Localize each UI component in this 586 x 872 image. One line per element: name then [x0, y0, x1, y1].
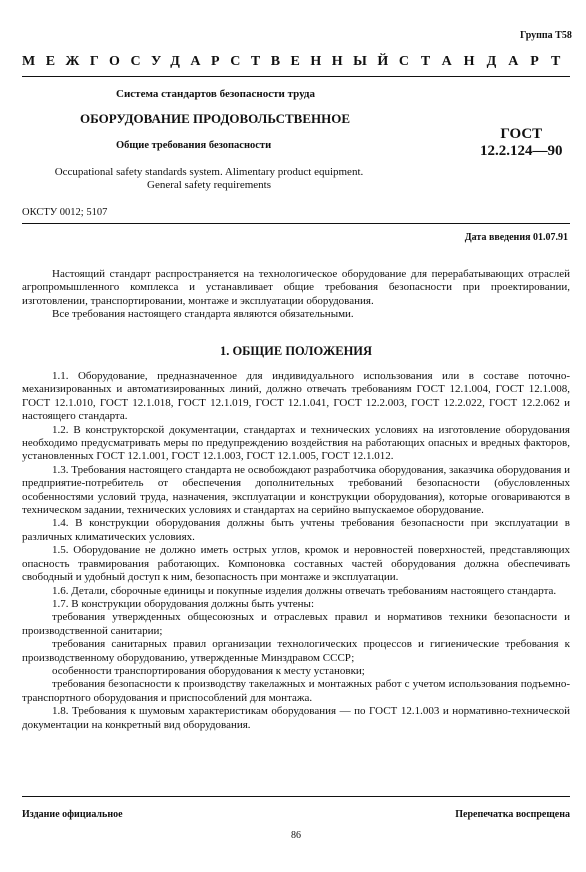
english-title: [44, 166, 374, 192]
section-body: [22, 370, 570, 732]
clause-1-1: 1.1. Оборудование, предназначенное для индивидуального использования или в составе поточно-механизированных и автоматизированных линий, должно отвечать требованиям ГОСТ 12.1.004, ГОСТ 12.1.008, ГОСТ 12.1.010, ГОСТ 12.1.018, ГОСТ 12.1.019, ГОСТ 12.1.041, ГОСТ 12.2.003, ГОСТ 12.2.022, ГОСТ 12.2.062 и настоящего стандарта.: [22, 370, 570, 423]
clause-1-7-item: требования безопасности к производству такелажных и монтажных работ с учетом использования подъемно-транспортного оборудования и приспособлений для монтажа.: [22, 678, 570, 704]
clause-1-3: 1.3. Требования настоящего стандарта не освобождают разработчика оборудования, заказчика оборудования и предприятие-потребитель от обеспечения дополнительных требований безопасности (обусловленных особенностями условий труда, назначения, эксплуатации и конструкции оборудования), которые оговариваются в техническом задании, технических условиях и стандартах на серийно выпускаемое оборудование.: [22, 463, 570, 517]
header-rule: [22, 76, 570, 77]
gost-code: 12.2.124—90: [480, 143, 563, 159]
gost-number: [480, 126, 563, 160]
clause-1-4: 1.4. В конструкции оборудования должны быть учтены требования безопасности при эксплуатации в различных климатических условиях.: [22, 517, 570, 543]
clause-1-7-item: особенности транспортирования оборудования к месту установки;: [52, 664, 365, 677]
title-rule: [22, 223, 570, 224]
english-title-line1: Occupational safety standards system. Alimentary product equipment.: [54, 166, 364, 178]
banner-right: СТАНДАРТ: [398, 54, 573, 69]
footer-rule: [22, 796, 570, 797]
intro-paragraph: Настоящий стандарт распространяется на технологическое оборудование для перерабатывающих отраслей агропромышленного комплекса и устанавливает общие требования безопасности при проектировании, изготовлении, транспортировании, монтаже и эксплуатации оборудования.: [22, 268, 570, 307]
reprint-notice: Перепечатка воспрещена: [455, 809, 570, 820]
effective-date: Дата введения 01.07.91: [464, 232, 568, 243]
clause-1-7-item: требования утвержденных общесоюзных и отраслевых правил и нормативов техники безопасности и производственной санитарии;: [22, 611, 570, 637]
group-code: Группа Т58: [520, 30, 572, 41]
standards-system: Система стандартов безопасности труда: [116, 88, 315, 100]
gost-label: ГОСТ: [500, 126, 543, 142]
clause-1-8: 1.8. Требования к шумовым характеристикам оборудования — по ГОСТ 12.1.003 и нормативно-технической документации на конкретный вид оборудования.: [22, 705, 570, 731]
official-edition: Издание официальное: [22, 809, 123, 820]
intro-paragraph: Все требования настоящего стандарта являются обязательными.: [52, 308, 354, 321]
english-title-line2: General safety requirements: [147, 179, 271, 191]
intro-text: [22, 268, 570, 322]
clause-1-7-item: требования санитарных правил организации технологических процессов и гигиенические требования к производственному оборудованию, утвержденные Минздравом СССР;: [22, 638, 570, 664]
standard-banner: [22, 54, 573, 70]
clause-1-6: 1.6. Детали, сборочные единицы и покупные изделия должны отвечать требованиям настоящего стандарта.: [52, 584, 557, 597]
page-number: 86: [291, 830, 301, 841]
document-title: ОБОРУДОВАНИЕ ПРОДОВОЛЬСТВЕННОЕ: [80, 111, 351, 126]
clause-1-5: 1.5. Оборудование не должно иметь острых углов, кромок и неровностей поверхностей, представляющих опасность травмирования работающих. Компоновка составных частей оборудования должна обеспечивать свободный и удобный доступ к ним, безопасность при монтаже и эксплуатации.: [22, 544, 570, 584]
section-heading: 1. ОБЩИЕ ПОЛОЖЕНИЯ: [219, 344, 373, 358]
clause-1-2: 1.2. В конструкторской документации, стандартах и технических условиях на изготовление оборудования необходимо предусматривать меры по предупреждению воздействия на работающих опасных и вредных факторов, установленных ГОСТ 12.1.001, ГОСТ 12.1.003, ГОСТ 12.1.005, ГОСТ 12.1.012.: [22, 423, 570, 463]
banner-left: МЕЖГОСУДАРСТВЕННЫЙ: [22, 54, 399, 69]
clause-1-7: 1.7. В конструкции оборудования должны быть учтены:: [52, 597, 314, 610]
oksty-code: ОКСТУ 0012; 5107: [22, 207, 108, 218]
document-subtitle: Общие требования безопасности: [116, 140, 272, 151]
